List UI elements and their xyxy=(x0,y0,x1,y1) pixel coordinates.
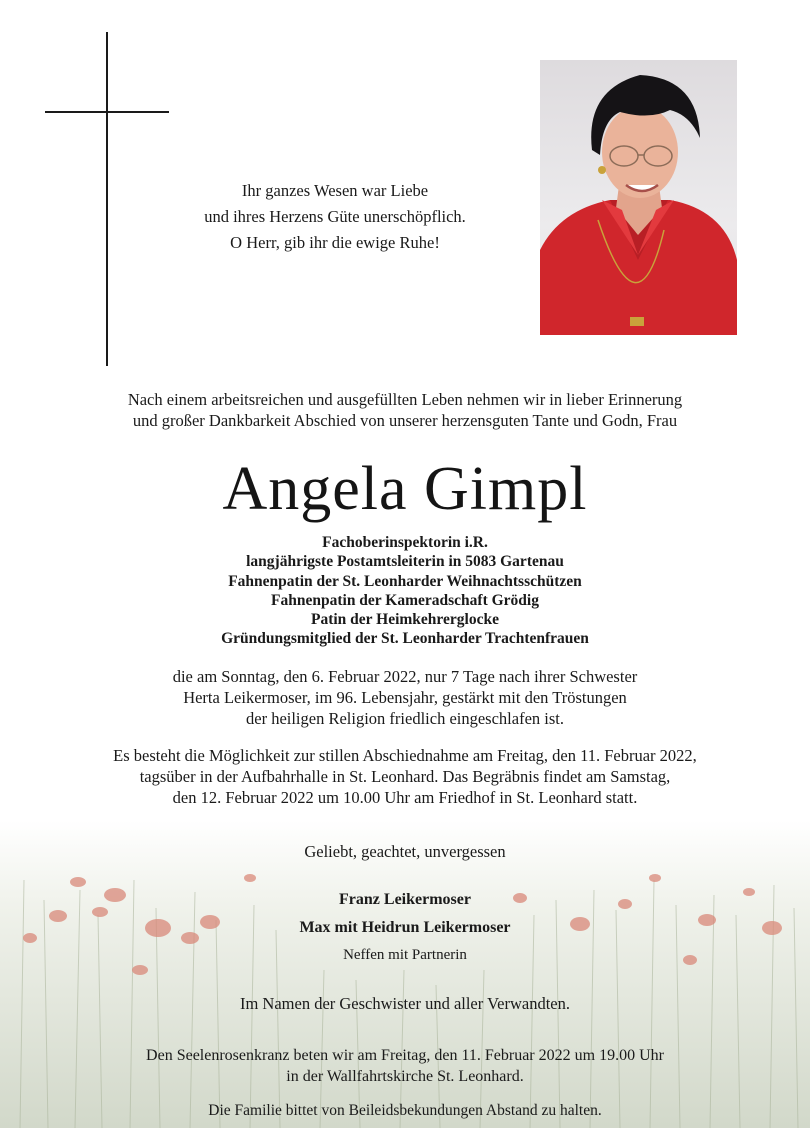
farewell-line: Es besteht die Möglichkeit zur stillen Abschiednahme am Freitag, den 11. Februar 2022, xyxy=(113,746,697,765)
title-line: Fahnenpatin der St. Leonharder Weihnachtsschützen xyxy=(228,572,582,590)
intro-text xyxy=(0,389,810,431)
rosary-line: in der Wallfahrtskirche St. Leonhard. xyxy=(286,1068,524,1085)
title-line: langjährigste Postamtsleiterin in 5083 Gartenau xyxy=(246,553,564,571)
farewell-details xyxy=(0,745,810,808)
portrait-illustration xyxy=(540,60,737,335)
rosary-line: Den Seelenrosenkranz beten wir am Freitag, den 11. Februar 2022 um 19.00 Uhr xyxy=(146,1047,664,1064)
portrait-photo xyxy=(540,60,737,335)
quote-line: und ihres Herzens Güte unerschöpflich. xyxy=(204,207,466,226)
closing-request: Die Familie bittet von Beileidsbekundungen Abstand zu halten. xyxy=(208,1102,602,1119)
death-notice-line: die am Sonntag, den 6. Februar 2022, nur 7 Tage nach ihrer Schwester xyxy=(172,667,638,686)
rosary-notice xyxy=(0,1045,810,1087)
deceased-titles xyxy=(0,533,810,649)
mourner-relation: Neffen mit Partnerin xyxy=(343,947,467,963)
cross-horizontal-bar xyxy=(45,111,169,113)
mourner-name: Franz Leikermoser xyxy=(339,891,471,908)
family-note: Im Namen der Geschwister und aller Verwandten. xyxy=(239,994,571,1013)
intro-line: Nach einem arbeitsreichen und ausgefüllten Leben nehmen wir in lieber Erinnerung xyxy=(127,390,683,409)
memorial-quote xyxy=(170,178,500,256)
intro-line: und großer Dankbarkeit Abschied von unserer herzensguten Tante und Godn, Frau xyxy=(132,411,678,430)
mourner-name: Max mit Heidrun Leikermoser xyxy=(299,919,511,936)
farewell-line: tagsüber in der Aufbahrhalle in St. Leonhard. Das Begräbnis findet am Samstag, xyxy=(139,767,671,786)
death-notice-line: der heiligen Religion friedlich eingeschlafen ist. xyxy=(246,709,564,728)
title-line: Patin der Heimkehrerglocke xyxy=(311,611,499,629)
death-notice xyxy=(0,666,810,729)
farewell-line: den 12. Februar 2022 um 10.00 Uhr am Friedhof in St. Leonhard statt. xyxy=(172,788,638,807)
title-line: Fahnenpatin der Kameradschaft Grödig xyxy=(271,591,539,609)
motto: Geliebt, geachtet, unvergessen xyxy=(304,842,506,861)
death-notice-line: Herta Leikermoser, im 96. Lebensjahr, gestärkt mit den Tröstungen xyxy=(183,688,627,707)
title-line: Fachoberinspektorin i.R. xyxy=(322,534,488,551)
cross-vertical-bar xyxy=(106,32,108,366)
title-line: Gründungsmitglied der St. Leonharder Trachtenfrauen xyxy=(221,630,589,648)
deceased-name: Angela Gimpl xyxy=(222,455,588,523)
quote-line: Ihr ganzes Wesen war Liebe xyxy=(241,181,429,200)
quote-line: O Herr, gib ihr die ewige Ruhe! xyxy=(230,233,440,252)
